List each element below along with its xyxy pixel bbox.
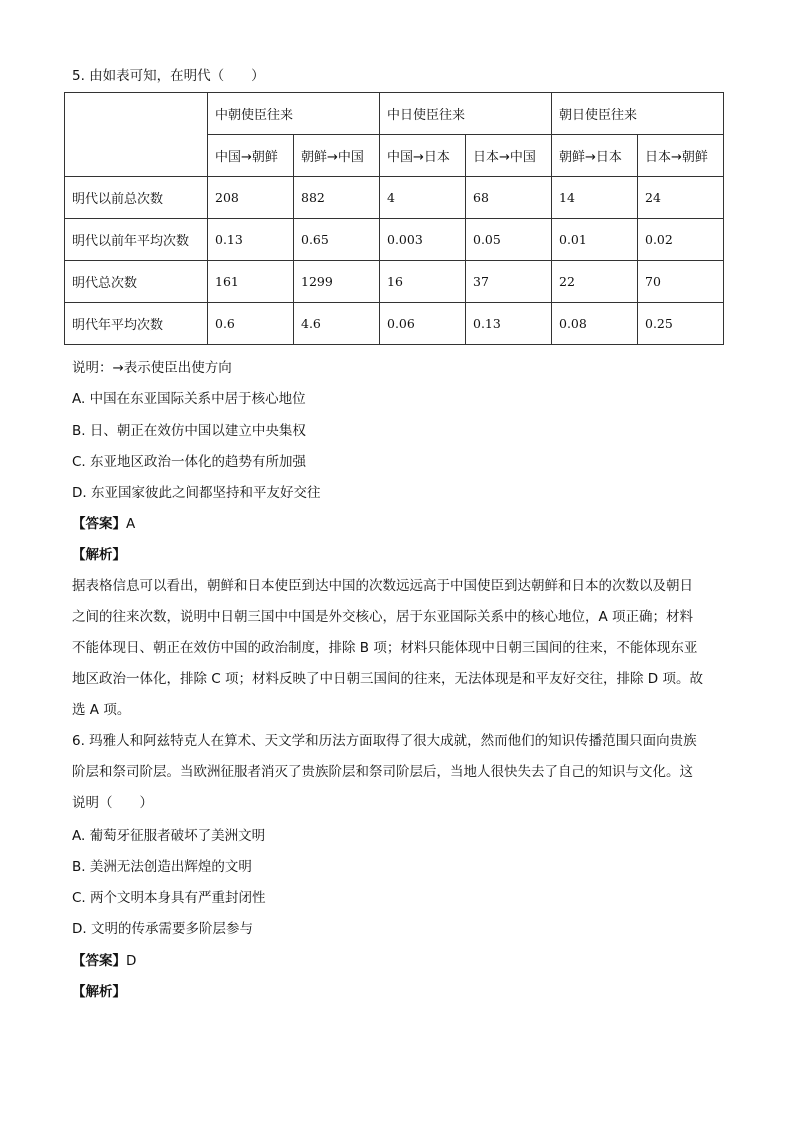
answer-label: 【答案】	[72, 953, 126, 969]
analysis-line: 据表格信息可以看出，朝鲜和日本使臣到达中国的次数远远高于中国使臣到达朝鲜和日本的次数以及朝日	[72, 578, 693, 594]
table-cell: 0.05	[466, 219, 552, 261]
table-row	[65, 261, 724, 303]
table-cell: 161	[208, 261, 294, 303]
table-group-header: 中日使臣往来	[380, 93, 552, 135]
table-row-label: 明代以前总次数	[65, 177, 208, 219]
table-cell: 0.13	[466, 303, 552, 345]
q5-option-c: C. 东亚地区政治一体化的趋势有所加强	[72, 454, 307, 470]
table-cell: 208	[208, 177, 294, 219]
analysis-line: 不能体现日、朝正在效仿中国的政治制度，排除 B 项；材料只能体现中日朝三国间的往来，不能体现东亚	[72, 640, 698, 656]
q6-analysis-label: 【解析】	[72, 984, 126, 1000]
table-cell: 22	[552, 261, 638, 303]
table-cell: 0.65	[294, 219, 380, 261]
answer-label: 【答案】	[72, 516, 126, 532]
table-cell: 0.08	[552, 303, 638, 345]
table-cell: 68	[466, 177, 552, 219]
q5-option-a: A. 中国在东亚国际关系中居于核心地位	[72, 391, 306, 407]
q6-option-d: D. 文明的传承需要多阶层参与	[72, 921, 253, 937]
table-subheader: 中国→朝鲜	[208, 135, 294, 177]
stem-line: 说明（ ）	[72, 795, 153, 811]
q5-answer	[72, 514, 135, 534]
q5-option-d: D. 东亚国家彼此之间都坚持和平友好交往	[72, 485, 321, 501]
table-cell: 0.25	[638, 303, 724, 345]
q5-analysis-text	[72, 571, 724, 726]
q5-analysis-label: 【解析】	[72, 547, 126, 563]
table-group-header-row	[65, 93, 724, 135]
table-cell: 4.6	[294, 303, 380, 345]
table-cell: 4	[380, 177, 466, 219]
table-cell: 70	[638, 261, 724, 303]
table-cell: 14	[552, 177, 638, 219]
analysis-line: 地区政治一体化，排除 C 项；材料反映了中日朝三国间的往来，无法体现是和平友好交往，排除 D 项。故	[72, 671, 703, 687]
analysis-line: 之间的往来次数，说明中日朝三国中中国是外交核心，居于东亚国际关系中的核心地位，A 项正确；材料	[72, 609, 694, 625]
stem-line: 阶层和祭司阶层。当欧洲征服者消灭了贵族阶层和祭司阶层后，当地人很快失去了自己的知识与文化。这	[72, 764, 693, 780]
q6-option-b: B. 美洲无法创造出辉煌的文明	[72, 859, 252, 875]
table-group-header: 中朝使臣往来	[208, 93, 380, 135]
q5-option-b: B. 日、朝正在效仿中国以建立中央集权	[72, 423, 306, 439]
table-cell: 16	[380, 261, 466, 303]
table-row-label: 明代以前年平均次数	[65, 219, 208, 261]
table-row	[65, 177, 724, 219]
table-row	[65, 303, 724, 345]
question-6-stem	[72, 726, 724, 819]
answer-value: D	[126, 953, 137, 969]
table-row	[65, 219, 724, 261]
table-cell: 24	[638, 177, 724, 219]
table-cell: 37	[466, 261, 552, 303]
table-row-label: 明代年平均次数	[65, 303, 208, 345]
envoy-exchange-table	[64, 92, 724, 345]
q6-option-c: C. 两个文明本身具有严重封闭性	[72, 890, 266, 906]
table-cell: 0.02	[638, 219, 724, 261]
answer-value: A	[126, 516, 136, 532]
table-cell: 0.01	[552, 219, 638, 261]
table-row-label: 明代总次数	[65, 261, 208, 303]
stem-line: 6. 玛雅人和阿兹特克人在算术、天文学和历法方面取得了很大成就，然而他们的知识传播范围只面向贵族	[72, 733, 697, 749]
table-cell: 0.13	[208, 219, 294, 261]
table-note: 说明：→表示使臣出使方向	[72, 360, 232, 376]
analysis-line: 选 A 项。	[72, 702, 131, 718]
table-subheader: 朝鲜→日本	[552, 135, 638, 177]
question-5-stem: 5. 由如表可知，在明代（ ）	[72, 68, 265, 84]
table-cell: 0.06	[380, 303, 466, 345]
table-cell: 882	[294, 177, 380, 219]
table-cell: 0.003	[380, 219, 466, 261]
table-subheader: 中国→日本	[380, 135, 466, 177]
table-corner-cell	[65, 93, 208, 177]
q6-answer	[72, 951, 136, 971]
table-cell: 0.6	[208, 303, 294, 345]
table-subheader: 朝鲜→中国	[294, 135, 380, 177]
table-subheader: 日本→朝鲜	[638, 135, 724, 177]
table-subheader: 日本→中国	[466, 135, 552, 177]
q6-option-a: A. 葡萄牙征服者破坏了美洲文明	[72, 828, 266, 844]
table-cell: 1299	[294, 261, 380, 303]
table-group-header: 朝日使臣往来	[552, 93, 724, 135]
